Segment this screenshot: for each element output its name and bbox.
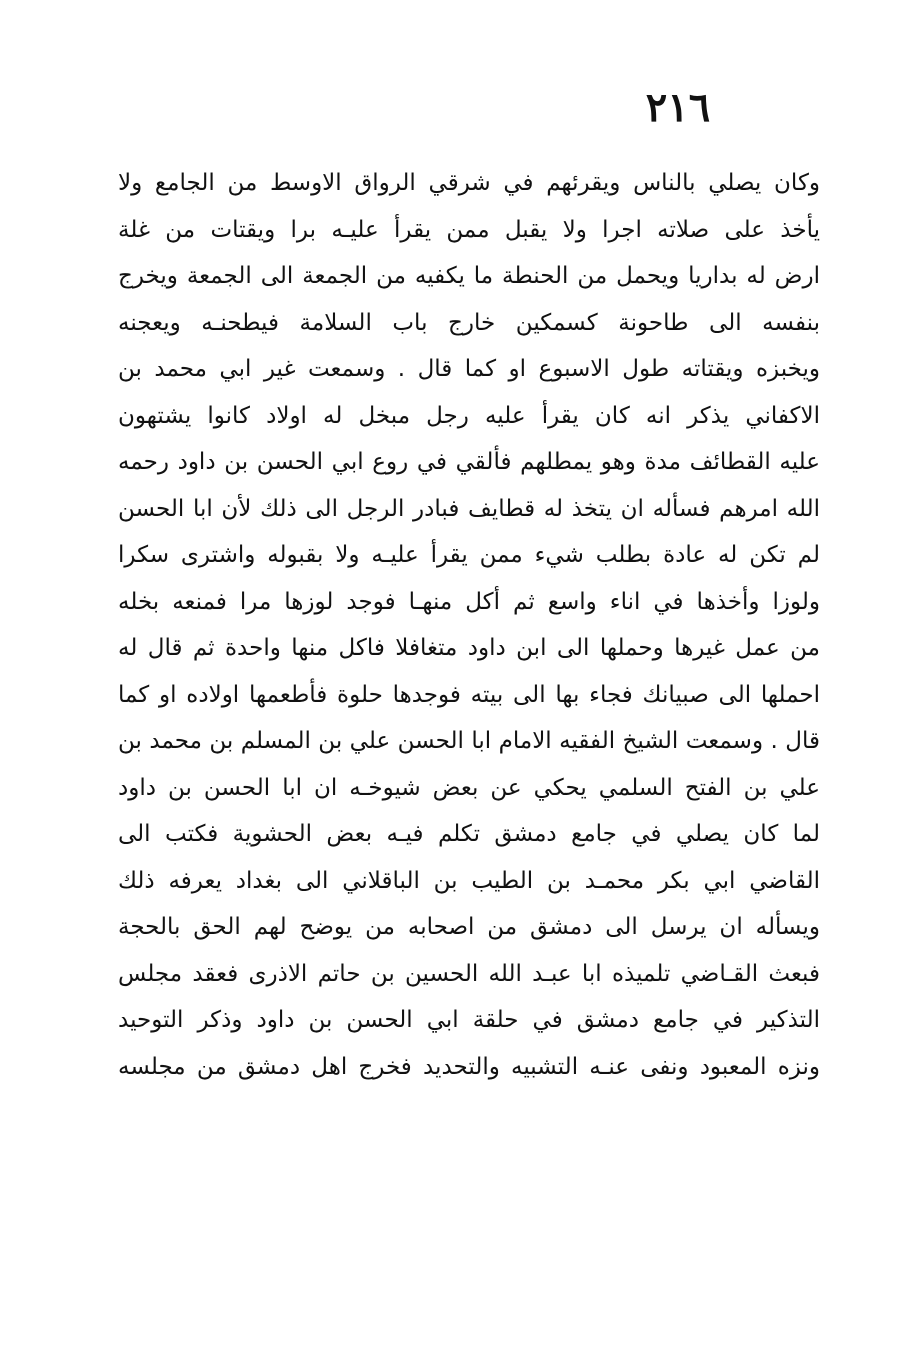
text-line: لم تكن له عادة بطلب شيء ممن يقرأ عليـه ولا بقبوله واشترى سكرا — [118, 542, 820, 568]
text-line: ولوزا وأخذها في اناء واسع ثم أكل منهـا فوجد لوزها مرا فمنعه بخله — [118, 588, 820, 615]
text-line: قال . وسمعت الشيخ الفقيه الامام ابا الحسن علي بن المسلم بن محمد بن — [118, 728, 820, 754]
text-line: فبعث القـاضي تلميذه ابا عبـد الله الحسين بن حاتم الاذرى فعقد مجلس — [118, 960, 820, 987]
text-line: وكان يصلي بالناس ويقرئهم في شرقي الرواق الاوسط من الجامع ولا — [118, 170, 820, 196]
page-number: ٢١٦ — [645, 84, 711, 131]
text-line: ارض له بداريا ويحمل من الحنطة ما يكفيه من الجمعة الى الجمعة ويخرج — [118, 263, 820, 289]
text-line: احملها الى صبيانك فجاء بها الى بيته فوجدها حلوة فأطعمها اولاده او كما — [118, 681, 820, 708]
text-line: الله امرهم فسأله ان يتخذ له قطايف فبادر الرجل الى ذلك لأن ابا الحسن — [118, 495, 820, 522]
text-line: عليه القطائف مدة وهو يمطلهم فألقي في روع ابي الحسن بن داود رحمه — [118, 449, 820, 475]
text-line: من عمل غيرها وحملها الى ابن داود متغافلا فاكل منها واحدة ثم قال له — [118, 635, 820, 661]
text-line: ونزه المعبود ونفى عنـه التشبيه والتحديد فخرج اهل دمشق من مجلسه — [118, 1053, 820, 1080]
text-line: ويسأله ان يرسل الى دمشق من اصحابه من يوضح لهم الحق بالحجة — [118, 914, 820, 940]
text-line: علي بن الفتح السلمي يحكي عن بعض شيوخـه ان ابا الحسن بن داود — [118, 774, 820, 801]
text-line: بنفسه الى طاحونة كسمكين خارج باب السلامة فيطحنـه ويعجنه — [118, 309, 820, 336]
text-line: التذكير في جامع دمشق في حلقة ابي الحسن بن داود وذكر التوحيد — [118, 1007, 820, 1033]
body-text — [118, 160, 820, 1090]
text-line: الاكفاني يذكر انه كان يقرأ عليه رجل مبخل له اولاد كانوا يشتهون — [118, 402, 820, 429]
text-line: القاضي ابي بكر محمـد بن الطيب بن الباقلاني الى بغداد يعرفه ذلك — [118, 867, 820, 894]
text-line: يأخذ على صلاته اجرا ولا يقبل ممن يقرأ عليـه برا ويقتات من غلة — [118, 216, 820, 243]
text-line: ويخبزه ويقتاته طول الاسبوع او كما قال . وسمعت غير ابي محمد بن — [118, 356, 820, 382]
text-line: لما كان يصلي في جامع دمشق تكلم فيـه بعض الحشوية فكتب الى — [118, 821, 820, 847]
